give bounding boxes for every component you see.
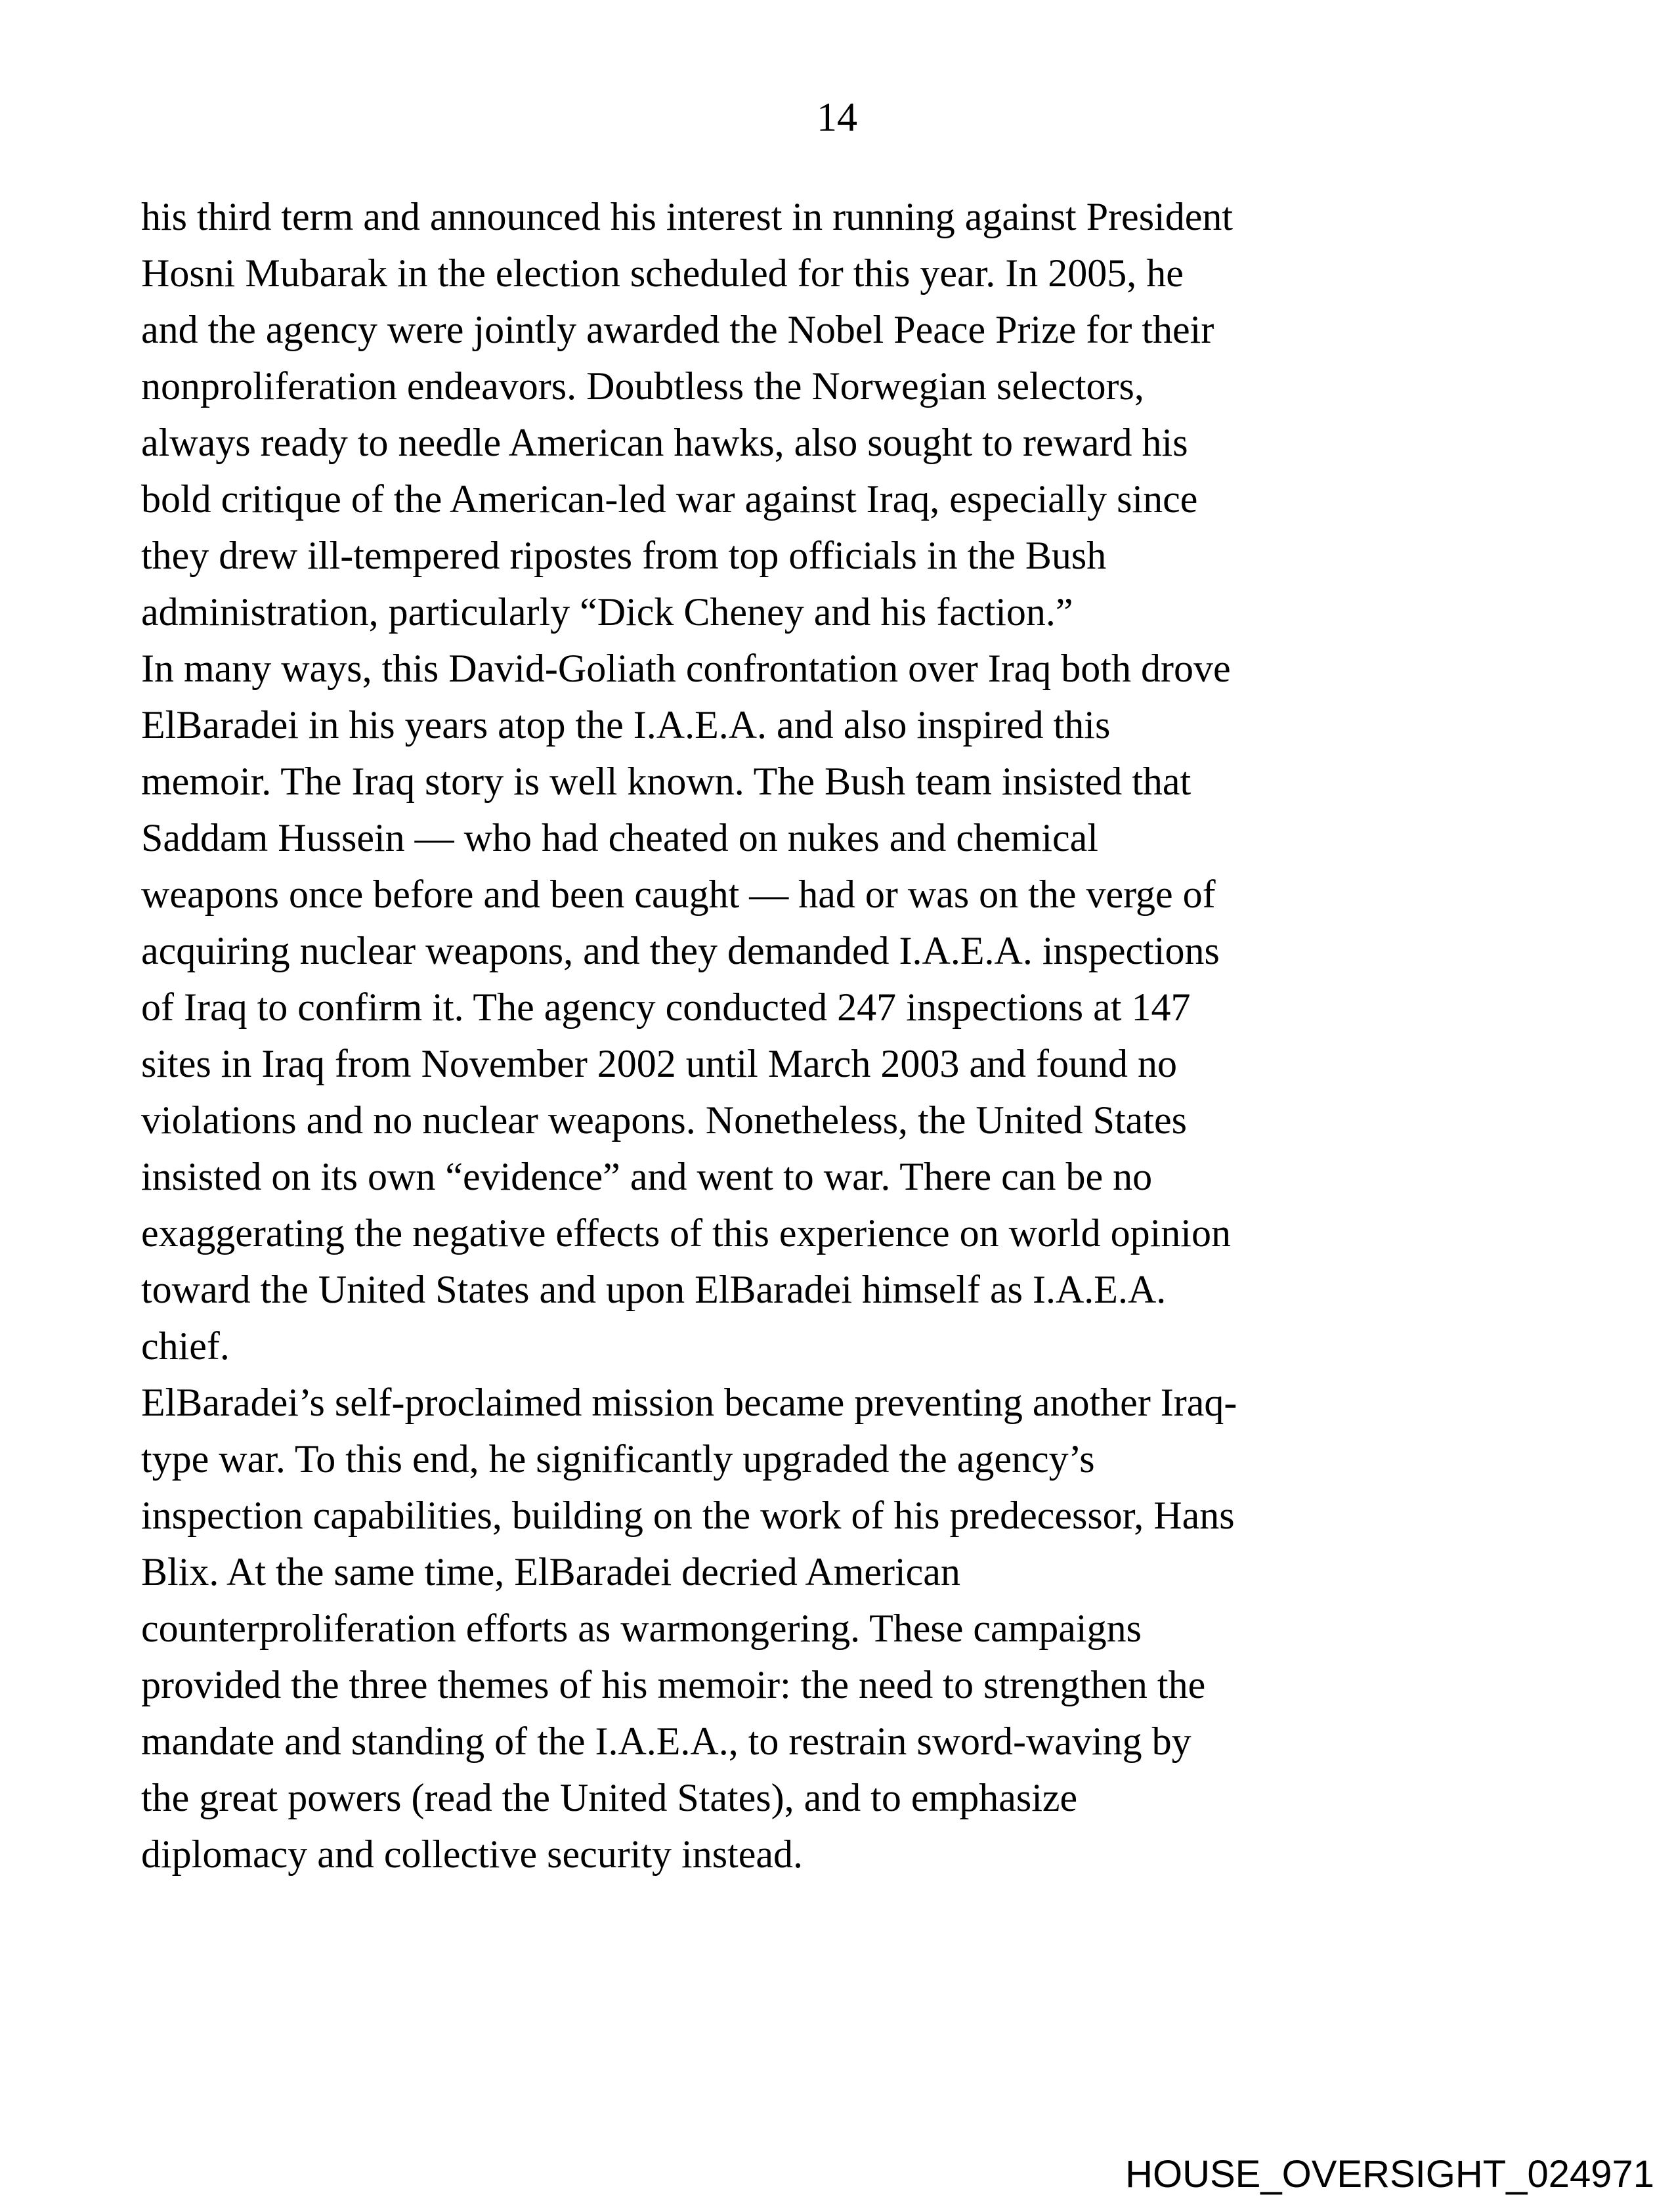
text-line: inspection capabilities, building on the work of his predecessor, Hans bbox=[141, 1494, 1235, 1537]
text-line: In many ways, this David-Goliath confrontation over Iraq both drove bbox=[141, 647, 1231, 690]
text-line: nonproliferation endeavors. Doubtless the Norwegian selectors, bbox=[141, 364, 1144, 408]
text-line: memoir. The Iraq story is well known. The Bush team insisted that bbox=[141, 760, 1191, 803]
text-line: diplomacy and collective security instead. bbox=[141, 1832, 803, 1876]
text-line: the great powers (read the United States), and to emphasize bbox=[141, 1776, 1078, 1819]
page-number: 14 bbox=[817, 95, 857, 140]
text-line: and the agency were jointly awarded the Nobel Peace Prize for their bbox=[141, 308, 1214, 351]
text-line: ElBaradei’s self-proclaimed mission became preventing another Iraq- bbox=[141, 1381, 1237, 1424]
text-line: violations and no nuclear weapons. Nonetheless, the United States bbox=[141, 1098, 1187, 1142]
text-line: weapons once before and been caught — had or was on the verge of bbox=[141, 873, 1216, 916]
body-text bbox=[141, 188, 1559, 1882]
text-line: ElBaradei in his years atop the I.A.E.A. and also inspired this bbox=[141, 703, 1111, 747]
text-line: chief. bbox=[141, 1324, 230, 1368]
text-line: of Iraq to confirm it. The agency conducted 247 inspections at 147 bbox=[141, 986, 1191, 1029]
text-line: sites in Iraq from November 2002 until March 2003 and found no bbox=[141, 1042, 1178, 1085]
text-line: they drew ill-tempered ripostes from top officials in the Bush bbox=[141, 534, 1107, 577]
text-line: type war. To this end, he significantly upgraded the agency’s bbox=[141, 1437, 1095, 1481]
text-line: always ready to needle American hawks, also sought to reward his bbox=[141, 421, 1188, 464]
text-line: administration, particularly “Dick Cheney and his faction.” bbox=[141, 590, 1073, 634]
text-line: acquiring nuclear weapons, and they demanded I.A.E.A. inspections bbox=[141, 929, 1220, 972]
text-line: Hosni Mubarak in the election scheduled for this year. In 2005, he bbox=[141, 251, 1184, 295]
text-line: provided the three themes of his memoir: the need to strengthen the bbox=[141, 1663, 1206, 1706]
text-line: counterproliferation efforts as warmongering. These campaigns bbox=[141, 1607, 1142, 1650]
text-line: Saddam Hussein — who had cheated on nukes and chemical bbox=[141, 816, 1098, 859]
text-line: insisted on its own “evidence” and went to war. There can be no bbox=[141, 1155, 1153, 1198]
text-line: his third term and announced his interest in running against President bbox=[141, 195, 1234, 238]
text-line: mandate and standing of the I.A.E.A., to restrain sword-waving by bbox=[141, 1720, 1191, 1763]
text-line: bold critique of the American-led war against Iraq, especially since bbox=[141, 477, 1198, 521]
text-line: Blix. At the same time, ElBaradei decried American bbox=[141, 1550, 960, 1594]
text-line: toward the United States and upon ElBaradei himself as I.A.E.A. bbox=[141, 1268, 1167, 1311]
bates-stamp: HOUSE_OVERSIGHT_024971 bbox=[1125, 2153, 1654, 2196]
text-line: exaggerating the negative effects of this experience on world opinion bbox=[141, 1211, 1231, 1255]
